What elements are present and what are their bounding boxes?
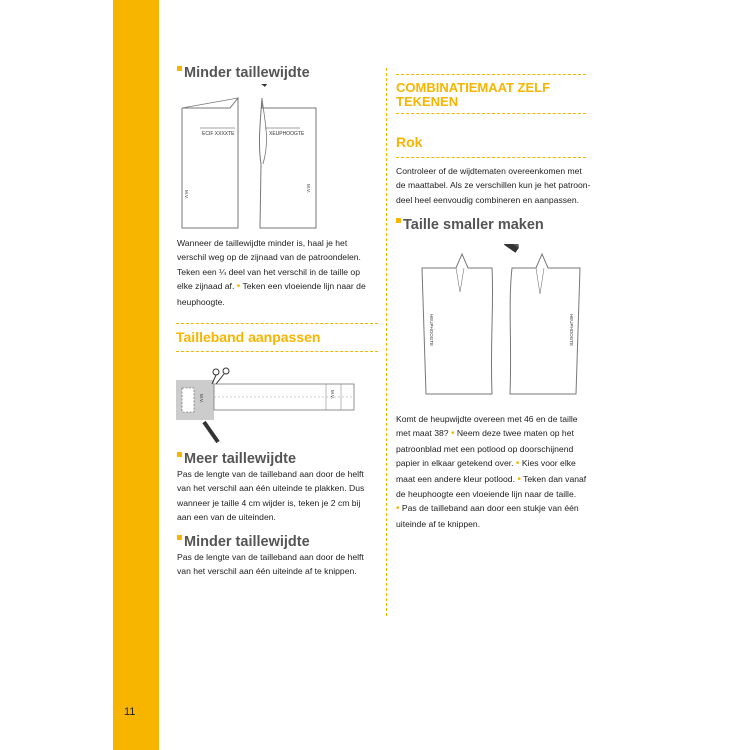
yellow-side-bar [113,0,159,750]
skirt-left-tag: HEUPHOOGTE [429,314,434,347]
paragraph-minder-taillewijdte-2: Pas de lengte van de tailleband aan door de helft van het verschil aan één uiteinde af te knippen. [177,552,364,577]
bullet-dot-icon: • [396,503,400,515]
pencil-icon [204,422,218,442]
bullet-dot-icon: • [517,473,521,485]
heading-tailleband-aanpassen: Tailleband aanpassen [176,329,321,345]
heading-meer-taillewijdte: Meer taillewijdte [177,451,296,467]
dashed-rule [176,323,378,324]
bodice-right-tag: XEUPHOOGTE [269,131,305,137]
bullet-square-icon [396,218,401,223]
bullet-square-icon [177,535,182,540]
heading-taille-smaller-maken: Taille smaller maken [396,217,544,233]
figure-skirt-pattern [420,244,585,404]
skirt-right-tag: HEUPHOOGTE [569,314,574,347]
paragraph-rok: Controleer of de wijdtematen overeenkomen met de maattabel. Als ze verschillen kun je het patroon- deel heel eenvoudig combineren en aanpassen. [396,166,591,205]
heading-rok: Rok [396,134,423,150]
column-divider [386,68,387,616]
heading-combinatiemaat: COMBINATIEMAAT ZELF TEKENEN [396,80,551,109]
bullet-dot-icon: • [236,281,241,293]
waistband-mv-right: M.V. [330,390,335,399]
scissors-icon [212,368,229,384]
bodice-left-tag: ECIF XXXXTE [202,131,235,137]
bullet-dot-icon: • [450,428,455,440]
dashed-rule [176,351,378,352]
page-number: 11 [124,706,136,718]
figure-bodice-pattern [180,84,330,234]
heading-minder-taillewijdte: Minder taillewijdte [177,65,310,81]
bullet-square-icon [177,66,182,71]
dashed-rule [396,74,586,75]
paragraph-meer-taillewijdte: Pas de lengte van de tailleband aan door de helft van het verschil aan één uiteinde te plakken. Dus wanneer je taille 4 cm wijder is, teken je 2 cm bij aan een van de uiteinden. [177,469,365,523]
bodice-right-mv: M.V. [306,184,311,193]
dashed-rule [396,113,586,114]
pencil-icon [254,84,274,87]
bullet-dot-icon: • [515,458,520,470]
bodice-left-mv: M.V. [184,190,189,199]
pencil-icon [504,244,523,253]
dashed-rule [396,157,586,158]
figure-waistband [176,360,376,446]
bullet-square-icon [177,452,182,457]
waistband-mv-left: M.V. [199,394,204,403]
paragraph-minder-taillewijdte: Wanneer de taillewijdte minder is, haal je het verschil weg op de zijnaad van de patroondelen. Teken een ¼ deel van het verschil in de taille op elke zijnaad af. • Teken een vloeiende lijn naar de heuphoogte. [177,238,366,307]
paragraph-taille-smaller: Komt de heupwijdte overeen met 46 en de taille met maat 38? • Neem deze twee maten op het patroonblad met een potlood op doorschijnend papier in elkaar getekend over. • Kies voor elke maat een andere kleur potlood. • Teken dan vanaf de heuphoogte een vloeiende lijn naar de taille. • Pas de tailleband aan door een stukje van één uiteinde af te knippen. [396,414,587,529]
heading-minder-taillewijdte-2: Minder taillewijdte [177,534,310,550]
